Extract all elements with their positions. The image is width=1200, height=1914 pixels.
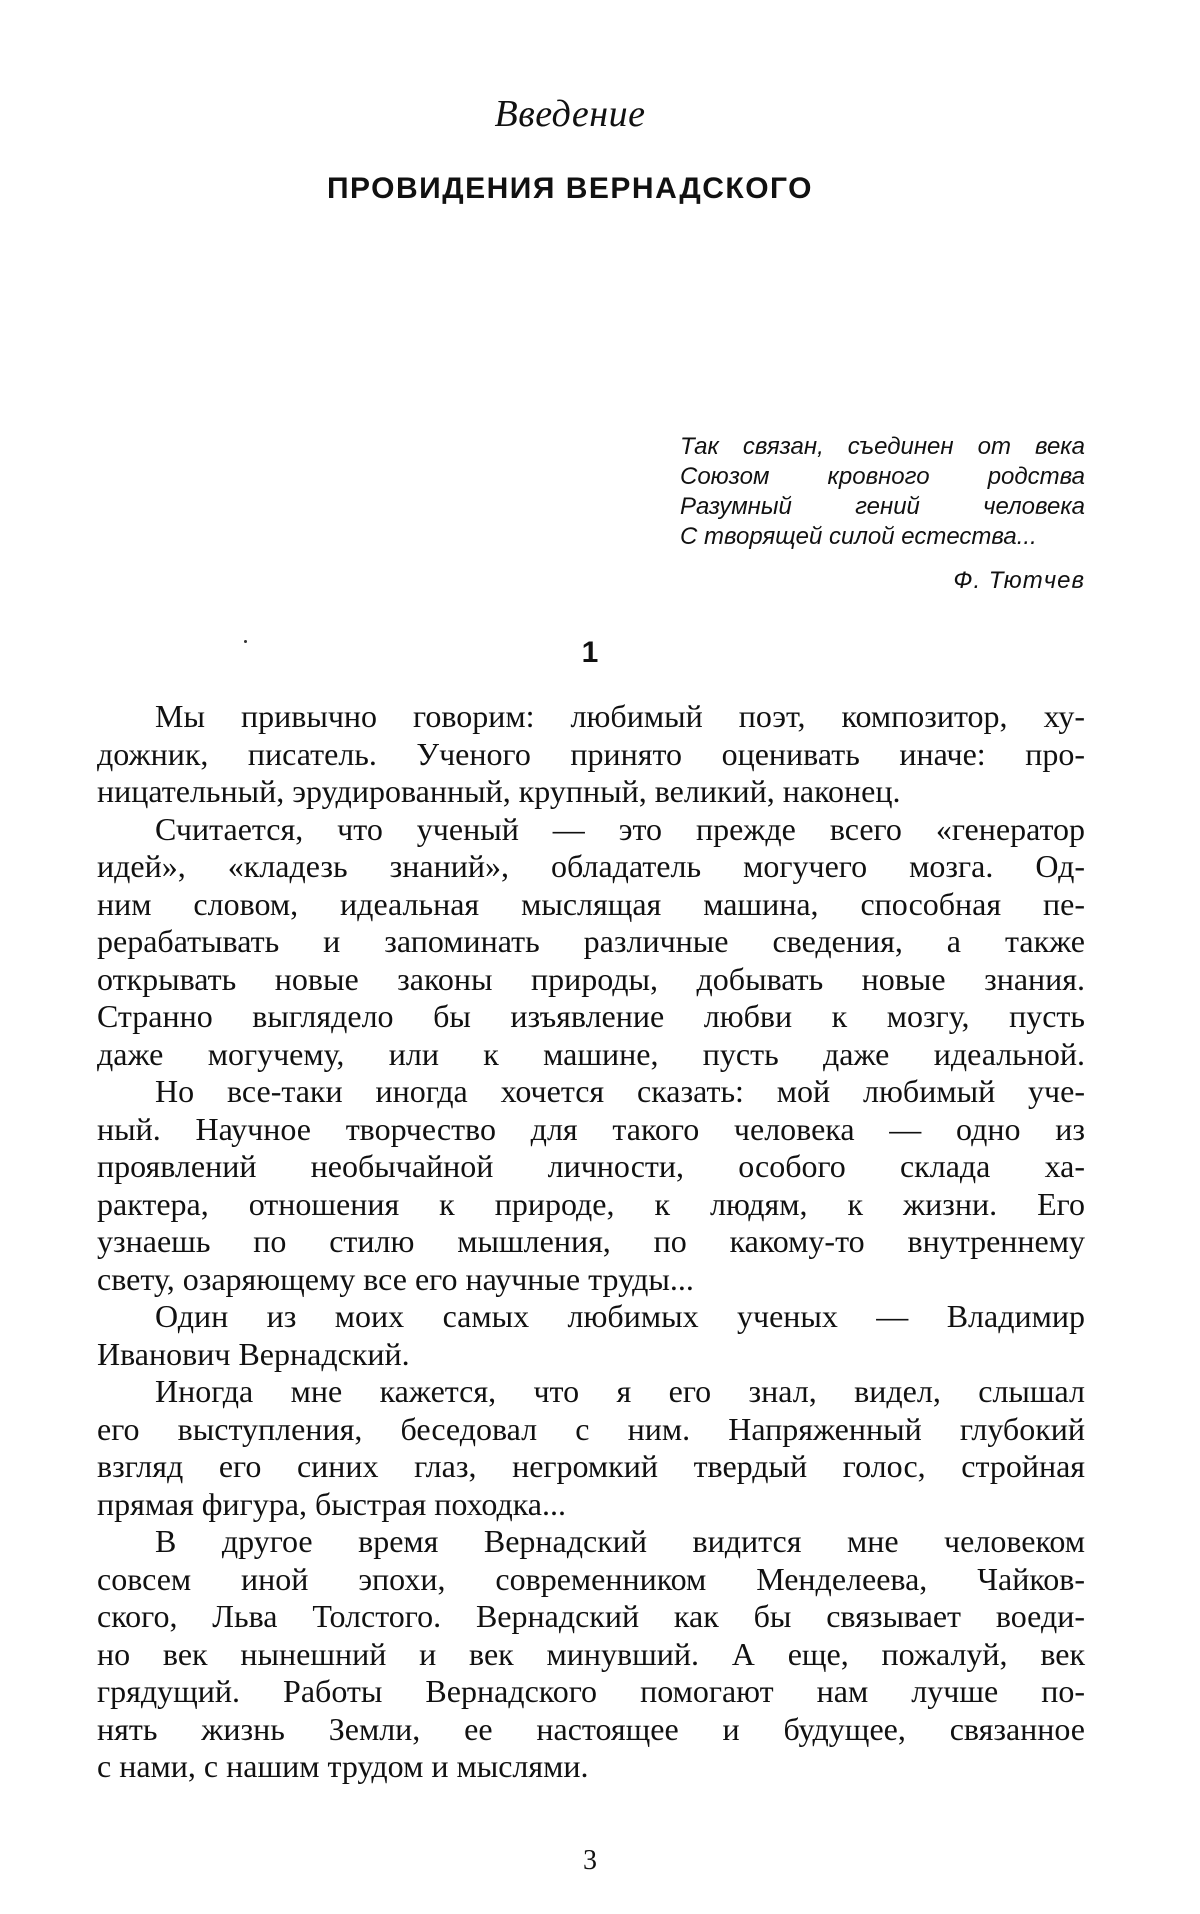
text-line: идей», «кладезь знаний», обладатель могучего мозга. Од- — [97, 848, 1085, 884]
text-line: Странно выглядело бы изъявление любви к мозгу, пусть — [97, 998, 1085, 1034]
text-line: Но все-таки иногда хочется сказать: мой любимый уче- — [155, 1073, 1085, 1109]
text-line: его выступления, беседовал с ним. Напряженный глубокий — [97, 1410, 1085, 1447]
text-line: с нами, с нашим трудом и мыслями. — [97, 1748, 589, 1784]
chapter-title: ПРОВИДЕНИЯ ВЕРНАДСКОГО — [326, 172, 813, 205]
text-line: Один из моих самых любимых ученых — Владимир — [155, 1298, 1085, 1334]
text-line: проявлений необычайной личности, особого склада ха- — [97, 1148, 1085, 1184]
paragraph-3 — [97, 1073, 1085, 1298]
text-line: грядущий. Работы Вернадского помогают нам лучше по- — [97, 1673, 1085, 1709]
text-line: свету, озаряющему все его научные труды... — [97, 1260, 694, 1297]
page-number: 3 — [583, 1845, 597, 1876]
text-line: ницательный, эрудированный, крупный, великий, наконец. — [97, 773, 901, 809]
epigraph-line: С творящей силой естества... — [680, 523, 1037, 550]
epigraph-line: Так связан, съединен от века — [680, 433, 1085, 460]
epigraph-line: Союзом кровного родства — [680, 463, 1085, 490]
intro-label: Введение — [494, 93, 646, 135]
text-line: ним словом, идеальная мыслящая машина, способная пе- — [97, 885, 1085, 922]
text-line: нять жизнь Земли, ее настоящее и будущее, связанное — [97, 1710, 1085, 1747]
text-line: ского, Льва Толстого. Вернадский как бы связывает воеди- — [97, 1598, 1085, 1634]
epigraph — [680, 432, 1085, 596]
text-line: Иванович Вернадский. — [97, 1335, 410, 1372]
text-line: Мы привычно говорим: любимый поэт, композитор, ху- — [155, 698, 1085, 734]
paragraph-1 — [97, 698, 1085, 811]
epigraph-author: Ф. Тютчев — [953, 567, 1085, 594]
text-line: открывать новые законы природы, добывать новые знания. — [97, 960, 1085, 997]
body-text — [97, 698, 1085, 1786]
text-line: дожник, писатель. Ученого принято оценивать иначе: про- — [97, 735, 1085, 772]
text-line: даже могучему, или к машине, пусть даже идеальной. — [97, 1035, 1085, 1072]
text-line: рерабатывать и запоминать различные сведения, а также — [97, 923, 1085, 959]
text-line: но век нынешний и век минувший. А еще, пожалуй, век — [97, 1635, 1085, 1672]
text-line: Считается, что ученый — это прежде всего «генератор — [155, 810, 1085, 847]
section-number: 1 — [581, 636, 599, 669]
text-line: рактера, отношения к природе, к людям, к жизни. Его — [97, 1185, 1085, 1222]
epigraph-line: Разумный гений человека — [680, 493, 1085, 520]
text-line: Иногда мне кажется, что я его знал, видел, слышал — [155, 1373, 1085, 1409]
text-line: В другое время Вернадский видится мне человеком — [155, 1523, 1085, 1559]
paragraph-5 — [97, 1373, 1085, 1523]
paragraph-4 — [97, 1298, 1085, 1373]
text-line: узнаешь по стилю мышления, по какому-то внутреннему — [97, 1223, 1085, 1259]
text-line: ный. Научное творчество для такого человека — одно из — [97, 1110, 1085, 1147]
text-line: прямая фигура, быстрая походка... — [97, 1485, 566, 1522]
text-line: взгляд его синих глаз, негромкий твердый голос, стройная — [97, 1448, 1085, 1484]
paragraph-2 — [97, 811, 1085, 1074]
paragraph-6 — [97, 1523, 1085, 1786]
text-line: совсем иной эпохи, современником Менделеева, Чайков- — [97, 1560, 1085, 1597]
